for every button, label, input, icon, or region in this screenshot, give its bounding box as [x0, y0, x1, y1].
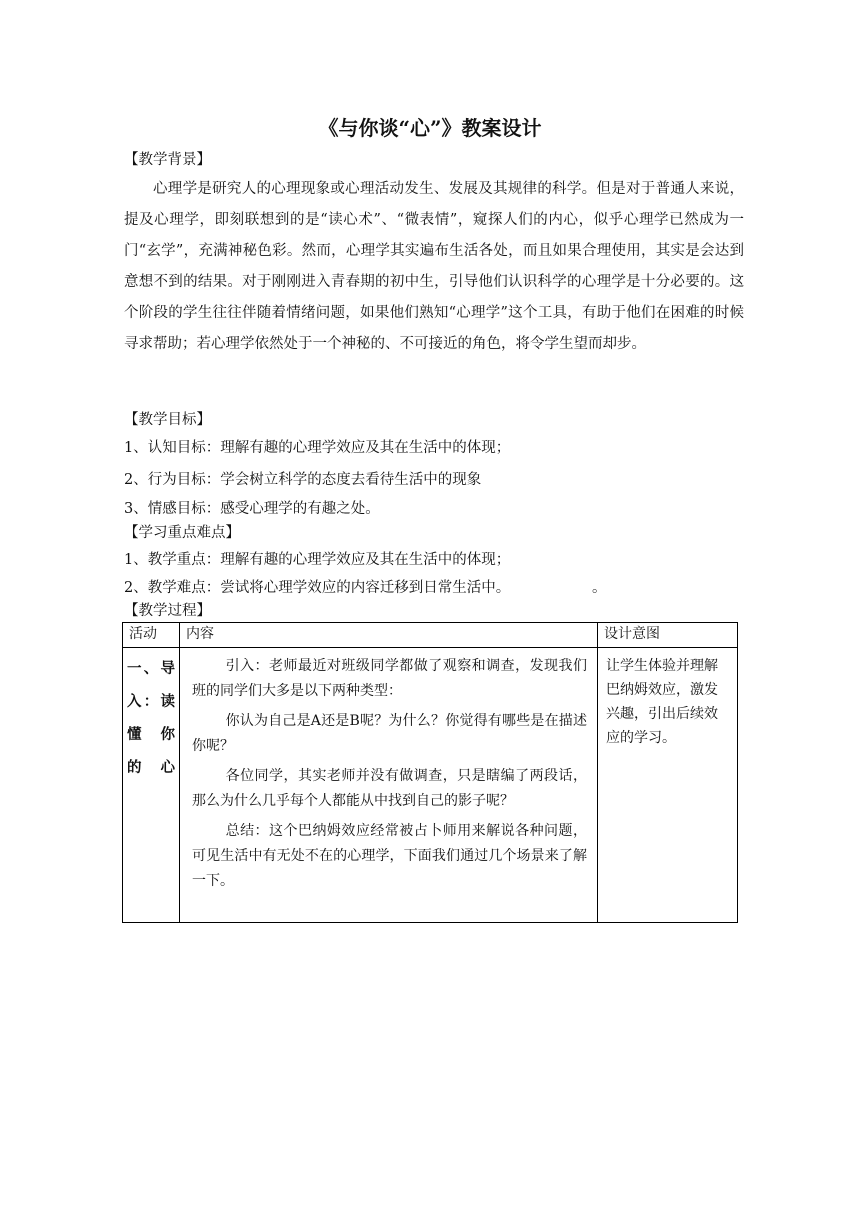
focus-item: 2、教学难点：尝试将心理学效应的内容迁移到日常生活中。 — [124, 580, 511, 596]
table-row — [123, 648, 738, 923]
section-heading-process: 【教学过程】 — [124, 603, 211, 619]
intent-cell: 让学生体验并理解巴纳姆效应，激发兴趣，引出后续效应的学习。 — [598, 648, 738, 923]
table-header-row — [123, 623, 738, 648]
page-title: 《与你谈“心”》教案设计 — [318, 116, 542, 140]
activity-line: 入：读 — [127, 693, 175, 710]
goal-item: 3、情感目标：感受心理学的有趣之处。 — [124, 501, 380, 517]
goal-item: 2、行为目标：学会树立科学的态度去看待生活中的现象 — [124, 472, 482, 488]
activity-line: 一、导 — [127, 660, 175, 677]
column-header-content: 内容 — [180, 623, 598, 648]
process-table — [122, 622, 738, 923]
content-cell — [180, 648, 598, 923]
content-paragraph: 总结：这个巴纳姆效应经常被占卜师用来解说各种问题，可见生活中有无处不在的心理学，下面我们通过几个场景来了解一下。 — [192, 823, 587, 889]
section-heading-focus: 【学习重点难点】 — [124, 525, 240, 541]
activity-line: 的心 — [127, 759, 175, 776]
column-header-activity: 活动 — [123, 623, 180, 648]
activity-cell — [123, 648, 180, 923]
content-paragraph: 你认为自己是A还是B呢？为什么？你觉得有哪些是在描述你呢？ — [192, 713, 587, 754]
background-paragraph: 心理学是研究人的心理现象或心理活动发生、发展及其规律的科学。但是对于普通人来说，提及心理学，即刻联想到的是“读心术”、“微表情”，窥探人们的内心，似乎心理学已然成为一门“玄学”，充满神秘色彩。然而，心理学其实遍布生活各处，而且如果合理使用，其实是会达到意想不到的结果。对于刚刚进入青春期的初中生，引导他们认识科学的心理学是十分必要的。这个阶段的学生往往伴随着情绪问题，如果他们熟知“心理学”这个工具，有助于他们在困难的时候寻求帮助；若心理学依然处于一个神秘的、不可接近的角色，将令学生望而却步。 — [124, 181, 744, 352]
focus-item: 1、教学重点：理解有趣的心理学效应及其在生活中的体现； — [124, 552, 511, 568]
column-header-intent: 设计意图 — [598, 623, 738, 648]
section-heading-goals: 【教学目标】 — [124, 412, 211, 428]
goal-item: 1、认知目标：理解有趣的心理学效应及其在生活中的体现； — [124, 440, 511, 456]
section-heading-background: 【教学背景】 — [124, 152, 211, 168]
content-paragraph: 各位同学，其实老师并没有做调查，只是瞎编了两段话，那么为什么几乎每个人都能从中找到自己的影子呢？ — [192, 768, 587, 809]
stray-period: 。 — [592, 580, 607, 596]
activity-line: 懂 你 — [127, 726, 175, 743]
content-paragraph: 引入：老师最近对班级同学都做了观察和调查，发现我们班的同学们大多是以下两种类型： — [192, 658, 587, 699]
